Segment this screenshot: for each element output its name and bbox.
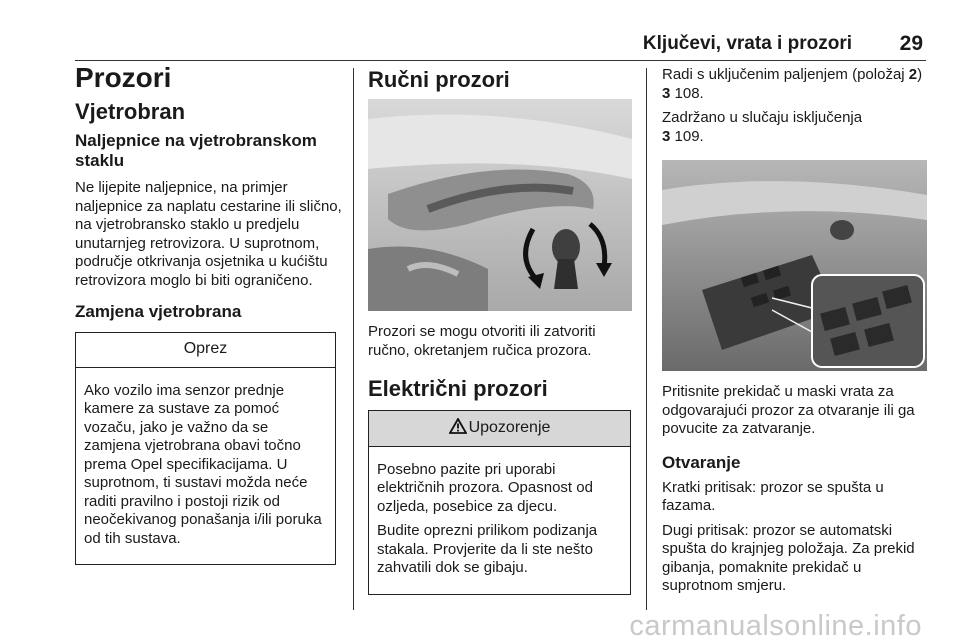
- watermark: carmanualsonline.info: [629, 610, 922, 642]
- heading-otvaranje: Otvaranje: [662, 452, 741, 472]
- text-paljenje-a: Radi s uključenim paljenjem (položaj: [662, 66, 909, 83]
- text-paljenje-c: ): [917, 66, 923, 83]
- page-reference-link[interactable]: 108.: [674, 84, 704, 102]
- text-paljenje-b: 2: [908, 66, 918, 83]
- caution-body: [76, 368, 335, 565]
- column-1: [75, 62, 345, 565]
- window-switch-panel-image: [662, 160, 927, 371]
- subsection-title-rucni: Ručni prozori: [368, 67, 510, 92]
- paragraph-zadrzano: [662, 109, 928, 146]
- subsection-title-elektricni: Električni prozori: [368, 376, 548, 401]
- warning-text-1: Posebno pazite pri uporabi električnih prozora. Opasnost od ozljeda, posebice za djecu.: [377, 460, 593, 515]
- subsection-title-vjetrobran: Vjetrobran: [75, 99, 186, 124]
- window-switch-illustration: [662, 160, 927, 371]
- caution-title: Oprez: [76, 333, 335, 368]
- column-divider-2: [646, 68, 647, 610]
- paragraph-dugi: Dugi pritisak: prozor se automatski spušta do krajnjeg položaja. Za prekid gibanja, pomaknite prekidač u suprotnom smjeru.: [662, 521, 915, 594]
- paragraph-paljenje: [662, 66, 928, 103]
- warning-text-2: Budite oprezni prilikom podizanja stakala. Provjerite da li ste nešto zahvatili dok se gibaju.: [377, 522, 598, 576]
- page-reference-link[interactable]: 109.: [674, 127, 704, 145]
- caution-text: Ako vozilo ima senzor prednje kamere za sustave za pomoć vozaču, jako je važno da se zamjena vjetrobrana obavi točno prema Opel specifikacijama. U suprotnom, ti sustavi možda neće raditi pravilno i postoji rizik od neočekivanog ponašanja i/ili poruka od tih sustava.: [84, 381, 322, 547]
- paragraph-naljepnice: Ne lijepite naljepnice, na primjer naljepnice za naplatu cestarine ili slično, na vjetrobransko staklo u predjelu unutarnjeg retrovizora. U suprotnom, područje otkrivanja osjetnika u kućištu retrovizora moglo bi biti ograničeno.: [75, 179, 342, 289]
- text-zadrzano: Zadržano u slučaju isključenja: [662, 109, 863, 126]
- warning-title: Upozorenje: [468, 419, 551, 436]
- column-2: [368, 62, 632, 595]
- page-number: 29: [899, 32, 923, 55]
- caution-box: [75, 332, 336, 565]
- window-crank-image: [368, 99, 632, 311]
- heading-naljepnice: Naljepnice na vjetrobranskom staklu: [75, 131, 317, 170]
- page-reference-icon: 3: [662, 84, 671, 102]
- header-rule: [75, 60, 926, 61]
- column-divider-1: [353, 68, 354, 610]
- header-title: Ključevi, vrata i prozori: [642, 33, 852, 54]
- paragraph-pritisnite: Pritisnite prekidač u maski vrata za odgovarajući prozor za otvaranje ili ga povucite za zatvaranje.: [662, 383, 915, 437]
- column-3: [662, 66, 928, 596]
- page-reference-icon: 3: [662, 127, 671, 145]
- heading-zamjena: Zamjena vjetrobrana: [75, 302, 242, 321]
- warning-box: [368, 410, 631, 595]
- warning-triangle-icon: [449, 418, 467, 434]
- window-crank-illustration: [368, 99, 632, 311]
- paragraph-kratki: Kratki pritisak: prozor se spušta u fazama.: [662, 478, 884, 514]
- section-title-prozori: Prozori: [75, 62, 172, 93]
- paragraph-rucni: Prozori se mogu otvoriti ili zatvoriti ručno, okretanjem ručica prozora.: [368, 323, 596, 359]
- warning-body: [369, 447, 630, 594]
- warning-header: [369, 411, 630, 447]
